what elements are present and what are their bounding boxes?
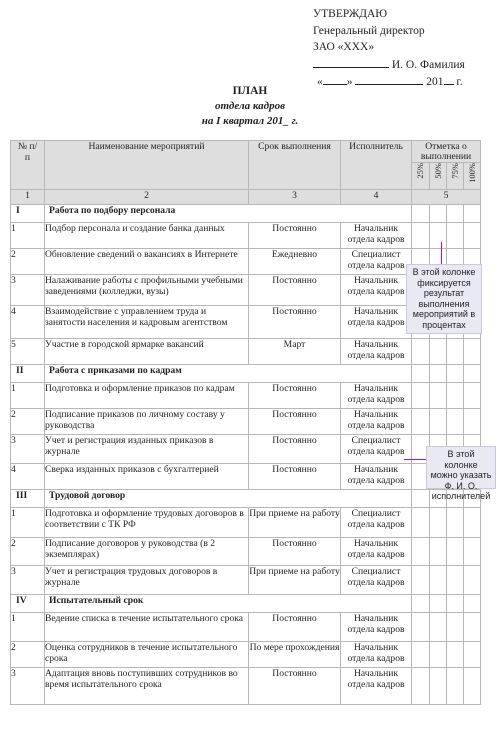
mark-cell (430, 339, 447, 365)
term-cell: Постоянно (249, 409, 341, 435)
column-number-row (11, 190, 481, 205)
executor-cell: Начальник отдела кадров (341, 668, 412, 705)
mark-cell (430, 613, 447, 642)
executor-cell: Специалист отдела кадров (341, 508, 412, 538)
plan-period: на I квартал 201_ г. (201, 115, 299, 127)
executor-column-note: В этой колонке можно указать Ф. И. О. исполнителей (426, 446, 496, 489)
term-cell: Постоянно (249, 306, 341, 339)
mark-cell (447, 566, 464, 595)
table-row (11, 383, 481, 409)
mark-cell (464, 365, 481, 383)
row-number: 3 (11, 435, 45, 464)
mark-cell (464, 613, 481, 642)
executor-note-leader-line (404, 459, 426, 460)
section-row (11, 365, 481, 383)
mark-cell (447, 205, 464, 223)
approval-position: Генеральный директор (313, 24, 425, 37)
term-cell: Постоянно (249, 668, 341, 705)
approval-signature-line (313, 56, 498, 74)
mark-cell (412, 205, 430, 223)
approval-block (313, 6, 498, 91)
section-title: Работа по подбору персонала (45, 205, 412, 223)
mark-cell (412, 642, 430, 668)
term-cell: Постоянно (249, 275, 341, 306)
col-number: 5 (412, 190, 481, 205)
mark-cell (447, 642, 464, 668)
term-cell: Постоянно (249, 538, 341, 566)
mark-cell (430, 205, 447, 223)
row-number: 2 (11, 538, 45, 566)
approval-title: УТВЕРЖДАЮ (313, 8, 388, 20)
table-row (11, 464, 481, 490)
col-header-mark: Отметка о выполнении (412, 141, 481, 163)
row-number: 2 (11, 642, 45, 668)
mark-cell (464, 642, 481, 668)
section-title: Работа с приказами по кадрам (45, 365, 412, 383)
mark-cell (447, 339, 464, 365)
table-row (11, 223, 481, 249)
section-number: II (11, 365, 45, 383)
mark-cell (464, 508, 481, 538)
mark-cell (464, 205, 481, 223)
mark-cell (430, 668, 447, 705)
term-cell: Постоянно (249, 383, 341, 409)
mark-cell (430, 538, 447, 566)
term-cell: Постоянно (249, 613, 341, 642)
executor-cell: Начальник отдела кадров (341, 223, 412, 249)
col-header-pct: 25% (412, 163, 430, 190)
plan-title: ПЛАН (232, 85, 268, 97)
activity-name: Сверка изданных приказов с бухгалтерией (45, 464, 249, 490)
mark-cell (430, 223, 447, 249)
col-number: 3 (249, 190, 341, 205)
term-cell: Постоянно (249, 464, 341, 490)
term-cell: При приеме на работу (249, 508, 341, 538)
row-number: 4 (11, 464, 45, 490)
section-number: IV (11, 595, 45, 613)
activity-name: Участие в городской ярмарке вакансий (45, 339, 249, 365)
activity-name: Подготовка и оформление трудовых договоров в соответствии с ТК РФ (45, 508, 249, 538)
mark-cell (464, 409, 481, 435)
activity-name: Учет и регистрация изданных приказов в журнале (45, 435, 249, 464)
section-number: III (11, 490, 45, 508)
table-row (11, 566, 481, 595)
activity-name: Оценка сотрудников в течение испытательного срока (45, 642, 249, 668)
col-header-num: № п/п (11, 141, 45, 190)
section-row (11, 205, 481, 223)
plan-heading (150, 84, 350, 129)
plan-table (10, 140, 481, 705)
mark-cell (412, 508, 430, 538)
table-row (11, 668, 481, 705)
section-title: Испытательный срок (45, 595, 412, 613)
executor-cell: Начальник отдела кадров (341, 538, 412, 566)
year-blank (444, 73, 454, 85)
signature-blank (313, 56, 389, 68)
mark-cell (464, 538, 481, 566)
mark-note-leader-line (441, 242, 442, 264)
plan-subtitle: отдела кадров (214, 100, 286, 112)
section-row (11, 490, 481, 508)
activity-name: Ведение списка в течение испытательного срока (45, 613, 249, 642)
section-row (11, 595, 481, 613)
term-cell: Март (249, 339, 341, 365)
executor-cell: Начальник отдела кадров (341, 339, 412, 365)
mark-cell (430, 383, 447, 409)
mark-cell (430, 566, 447, 595)
activity-name: Подписание приказов по личному составу у руководства (45, 409, 249, 435)
mark-cell (447, 409, 464, 435)
executor-cell: Начальник отдела кадров (341, 409, 412, 435)
col-number: 2 (45, 190, 249, 205)
mark-cell (447, 223, 464, 249)
mark-cell (464, 223, 481, 249)
mark-cell (430, 508, 447, 538)
executor-cell: Специалист отдела кадров (341, 566, 412, 595)
header-row-1 (11, 141, 481, 163)
term-cell: По мере прохождения (249, 642, 341, 668)
row-number: 1 (11, 508, 45, 538)
mark-cell (464, 595, 481, 613)
date-quote-open: « (317, 76, 323, 88)
mark-cell (412, 538, 430, 566)
date-quote-close: » (346, 76, 353, 88)
table-row (11, 613, 481, 642)
term-cell: Постоянно (249, 223, 341, 249)
row-number: 1 (11, 383, 45, 409)
executor-cell: Начальник отдела кадров (341, 275, 412, 306)
activity-name: Налаживание работы с профильными учебными заведениями (колледжи, вузы) (45, 275, 249, 306)
activity-name: Подготовка и оформление приказов по кадрам (45, 383, 249, 409)
executor-cell: Начальник отдела кадров (341, 383, 412, 409)
col-number: 1 (11, 190, 45, 205)
table-row (11, 508, 481, 538)
col-header-pct: 100% (464, 163, 481, 190)
section-title: Трудовой договор (45, 490, 412, 508)
date-year-suffix: г. (456, 76, 463, 88)
activity-name: Адаптация вновь поступивших сотрудников во время испытательного срока (45, 668, 249, 705)
mark-cell (412, 409, 430, 435)
date-year: 201 (426, 76, 444, 88)
mark-cell (447, 508, 464, 538)
row-number: 5 (11, 339, 45, 365)
executor-cell: Начальник отдела кадров (341, 642, 412, 668)
row-number: 3 (11, 566, 45, 595)
col-header-pct: 75% (447, 163, 464, 190)
mark-cell (464, 383, 481, 409)
mark-cell (412, 490, 430, 508)
mark-cell (430, 365, 447, 383)
executor-cell: Специалист отдела кадров (341, 249, 412, 275)
activity-name: Подписание договоров у руководства (в 2 экземплярах) (45, 538, 249, 566)
row-number: 4 (11, 306, 45, 339)
mark-cell (412, 566, 430, 595)
executor-cell: Начальник отдела кадров (341, 464, 412, 490)
mark-cell (412, 223, 430, 249)
executor-cell: Специалист отдела кадров (341, 435, 412, 464)
executor-cell: Начальник отдела кадров (341, 306, 412, 339)
table-row (11, 642, 481, 668)
mark-cell (447, 538, 464, 566)
row-number: 3 (11, 668, 45, 705)
mark-cell (430, 642, 447, 668)
mark-cell (447, 365, 464, 383)
table-row (11, 339, 481, 365)
activity-name: Взаимодействие с управлением труда и занятости населения и кадровым агентством (45, 306, 249, 339)
activity-name: Обновление сведений о вакансиях в Интернете (45, 249, 249, 275)
mark-cell (412, 339, 430, 365)
month-blank (355, 73, 423, 85)
table-row (11, 409, 481, 435)
mark-cell (447, 383, 464, 409)
mark-cell (412, 613, 430, 642)
term-cell: При приеме на работу (249, 566, 341, 595)
term-cell: Постоянно (249, 435, 341, 464)
col-header-pct: 50% (430, 163, 447, 190)
mark-cell (464, 668, 481, 705)
col-header-term: Срок выполнения (249, 141, 341, 190)
row-number: 2 (11, 249, 45, 275)
mark-cell (464, 339, 481, 365)
row-number: 2 (11, 409, 45, 435)
row-number: 1 (11, 223, 45, 249)
section-number: I (11, 205, 45, 223)
mark-cell (447, 668, 464, 705)
mark-cell (430, 595, 447, 613)
mark-cell (412, 595, 430, 613)
mark-cell (464, 566, 481, 595)
row-number: 1 (11, 613, 45, 642)
activity-name: Подбор персонала и создание банка данных (45, 223, 249, 249)
executor-cell: Начальник отдела кадров (341, 613, 412, 642)
mark-cell (447, 613, 464, 642)
approval-signature-name: И. О. Фамилия (391, 58, 465, 71)
mark-cell (412, 365, 430, 383)
mark-cell (430, 409, 447, 435)
col-header-name: Наименование мероприятий (45, 141, 249, 190)
mark-cell (412, 668, 430, 705)
mark-cell (412, 383, 430, 409)
mark-column-note: В этой колонке фиксируется результат выполнения мероприятий в процентах (406, 264, 482, 334)
row-number: 3 (11, 275, 45, 306)
table-row (11, 538, 481, 566)
term-cell: Ежедневно (249, 249, 341, 275)
approval-company: ЗАО «ХХХ» (313, 41, 375, 53)
col-number: 4 (341, 190, 412, 205)
col-header-executor: Исполнитель (341, 141, 412, 190)
mark-cell (447, 595, 464, 613)
activity-name: Учет и регистрация трудовых договоров в журнале (45, 566, 249, 595)
